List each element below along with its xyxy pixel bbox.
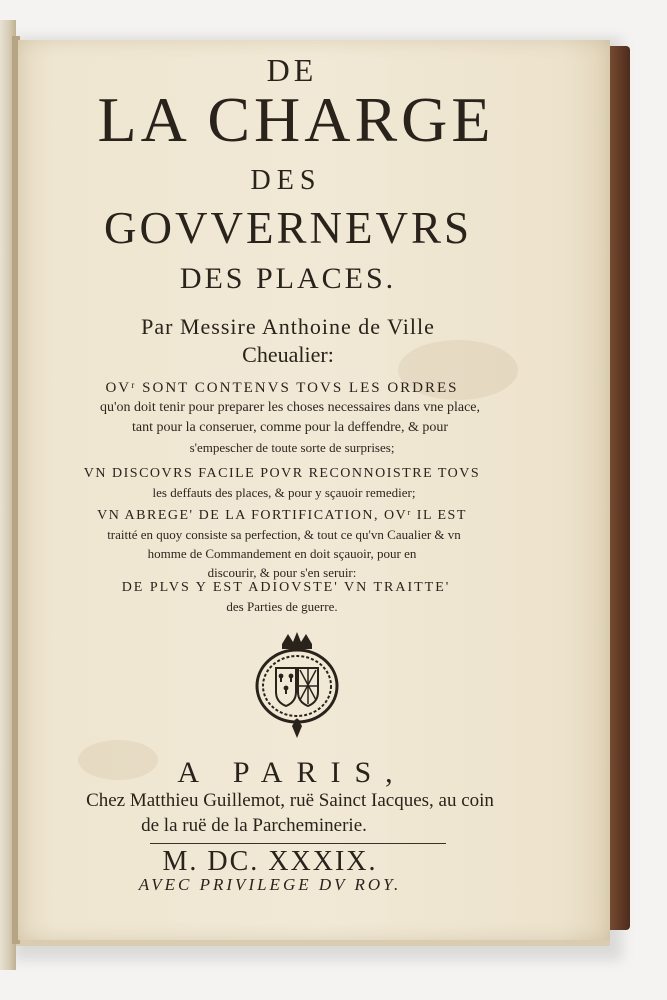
contents-text-1b: tant pour la conseruer, comme pour la deffendre, & pour <box>131 420 448 435</box>
title-line-des-places: DES PLACES. <box>179 262 397 295</box>
contents-heading-3: VN ABREGE' DE LA FORTIFICATION, OVʳ IL EST <box>97 508 467 523</box>
imprint-rule <box>150 843 446 844</box>
contents-heading-1: OVʳ SONT CONTENVS TOVS LES ORDRES <box>105 380 459 396</box>
royal-coat-of-arms-icon <box>252 630 342 742</box>
title-line-la-charge: LA CHARGE <box>97 84 495 155</box>
contents-text-3b: homme de Commandement en doit sçauoir, pour en <box>147 546 417 561</box>
contents-text-3c: discourir, & pour s'en seruir: <box>207 565 357 580</box>
contents-text-2a: les deffauts des places, & pour y sçauoir remedier; <box>152 485 416 500</box>
title-line-des: DES <box>250 165 322 196</box>
imprint-publisher-line2: de la ruë de la Parcheminerie. <box>141 815 367 836</box>
imprint-year: M. DC. XXXIX. <box>162 846 378 877</box>
imprint-publisher-line1: Chez Matthieu Guillemot, ruë Sainct Iacques, au coin <box>86 790 494 811</box>
imprint-privilege: AVEC PRIVILEGE DV ROY. <box>138 875 402 894</box>
imprint-city: A PARIS, <box>177 756 407 789</box>
author-line: Par Messire Anthoine de Ville <box>141 314 435 339</box>
author-title: Cheualier: <box>242 342 334 367</box>
contents-text-1a: qu'on doit tenir pour preparer les choses necessaires dans vne place, <box>100 400 480 415</box>
title-line-de: DE <box>266 52 318 88</box>
contents-heading-2: VN DISCOVRS FACILE POVR RECONNOISTRE TOVS <box>83 466 481 481</box>
contents-text-4a: des Parties de guerre. <box>226 599 338 614</box>
contents-heading-4: DE PLVS Y EST ADIOVSTE' VN TRAITTE' <box>121 580 451 595</box>
contents-text-3a: traitté en quoy consiste sa perfection, & tout ce qu'vn Caualier & vn <box>107 527 461 542</box>
title-line-gouverneurs: GOVVERNEVRS <box>103 203 473 253</box>
contents-text-1c: s'empescher de toute sorte de surprises; <box>189 440 395 455</box>
